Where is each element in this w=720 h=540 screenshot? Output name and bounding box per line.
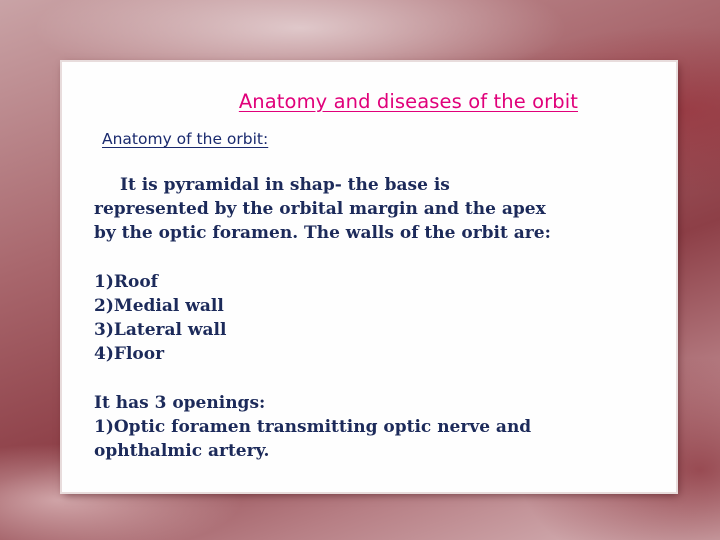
intro-line: by the optic foramen. The walls of the orbit are: (94, 223, 551, 244)
slide-body (94, 173, 654, 463)
spacer (94, 367, 654, 391)
spacer (94, 246, 654, 270)
wall-list-item: 2)Medial wall (94, 296, 224, 316)
wall-list-item: 4)Floor (94, 344, 165, 365)
intro-line: It is pyramidal in shap- the base is (120, 175, 450, 195)
section-heading: Anatomy of the orbit: (102, 130, 269, 148)
slide-title: Anatomy and diseases of the orbit (238, 90, 578, 113)
intro-line: represented by the orbital margin and the apex (94, 199, 546, 220)
openings-heading: It has 3 openings: (94, 392, 266, 413)
opening-line: ophthalmic artery. (94, 441, 270, 462)
wall-list-item: 3)Lateral wall (94, 320, 227, 341)
wall-list-item: 1)Roof (94, 271, 158, 292)
opening-line: 1)Optic foramen transmitting optic nerve and (94, 417, 532, 437)
slide-content-box (62, 62, 676, 492)
